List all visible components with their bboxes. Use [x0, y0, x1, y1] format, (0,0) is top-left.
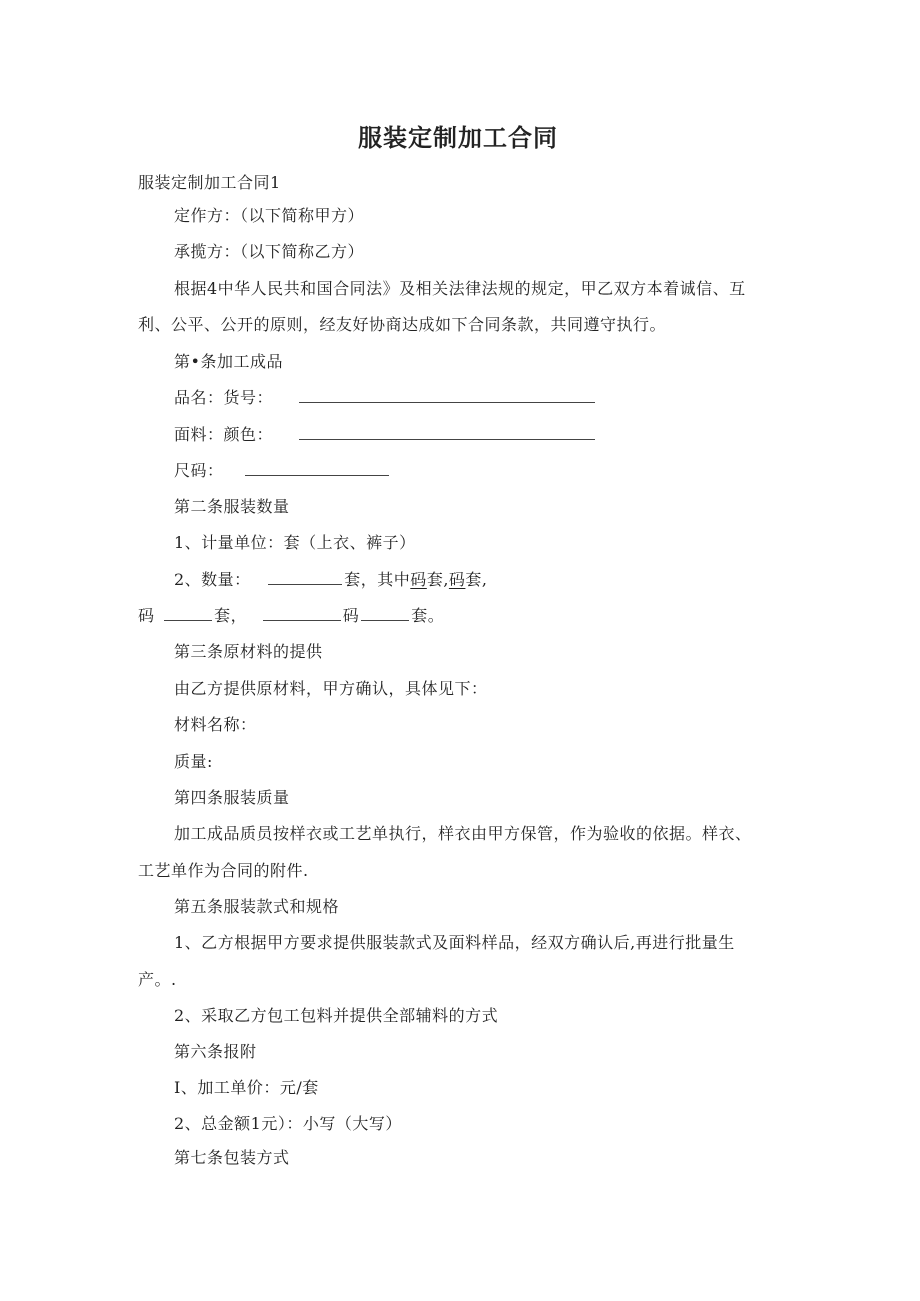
article-3-heading: 第三条原材料的提供 [174, 642, 323, 661]
unit-line: 1、计量单位：套（上衣、裤子） [174, 533, 416, 552]
quality-line-1: 加工成品质员按样衣或工艺单执行，样衣由甲方保管，作为验收的依据。样衣、 [174, 824, 752, 843]
document-subtitle: 服装定制加工合同1 [138, 173, 281, 192]
quantity-label: 2、数量： [174, 570, 251, 589]
quantity-set-text: 套，其中 [344, 570, 411, 589]
article-5-heading: 第五条服装款式和规格 [174, 897, 340, 916]
total-amount-line: 2、总金额1元）：小写（大写） [174, 1114, 402, 1133]
article-1-heading: 第•条加工成品 [174, 352, 283, 371]
quantity-row-2 [138, 605, 444, 627]
size-blank [245, 460, 389, 476]
quantity-set-text-3: 套, [465, 570, 488, 589]
product-name-label: 品名：货号： [174, 388, 274, 407]
article-2-heading: 第二条服装数量 [174, 497, 290, 516]
fabric-color-blank [299, 424, 595, 440]
size-label: 尺码： [174, 461, 224, 480]
material-name-line: 材料名称： [174, 715, 257, 734]
fabric-color-row [174, 424, 597, 446]
quantity-set-text-2: 套, [426, 570, 449, 589]
article-6-heading: 第六条报附 [174, 1042, 257, 1061]
quantity2-blank-2 [263, 605, 341, 621]
article-7-heading: 第七条包装方式 [174, 1148, 290, 1167]
party-b-line: 承揽方：（以下简称乙方） [174, 242, 365, 261]
article-4-heading: 第四条服装质量 [174, 788, 290, 807]
material-supply-line: 由乙方提供原材料，甲方确认，具体见下： [174, 679, 488, 698]
quantity2-set-2: 套。 [411, 606, 445, 625]
product-name-row [174, 387, 597, 409]
quantity2-code: 码 [138, 606, 155, 625]
quantity-code-1: 码 [410, 570, 427, 589]
page-title: 服装定制加工合同 [358, 124, 558, 152]
party-a-line: 定作方：（以下简称甲方） [174, 206, 365, 225]
product-name-blank [299, 387, 595, 403]
quantity2-code-2: 码 [342, 606, 360, 625]
quantity-code-2: 码 [448, 570, 466, 589]
quantity-row [174, 569, 488, 591]
quantity2-blank-1 [164, 605, 212, 621]
quality-line-2: 工艺单作为合同的附件. [138, 861, 309, 880]
style-item-1-line-2: 产。. [138, 970, 177, 989]
unit-price-line: I、加工单价：元/套 [174, 1078, 319, 1097]
fabric-color-label: 面料：颜色： [174, 425, 274, 444]
size-row [174, 460, 391, 482]
material-quality-line: 质量: [174, 752, 213, 771]
style-item-2: 2、采取乙方包工包料并提供全部辅料的方式 [174, 1006, 499, 1025]
quantity2-blank-3 [361, 605, 409, 621]
preamble-line-2: 利、公平、公开的原则，经友好协商达成如下合同条款，共同遵守执行。 [138, 315, 667, 334]
quantity2-set: 套， [214, 606, 248, 625]
quantity-blank [268, 569, 342, 585]
style-item-1-line-1: 1、乙方根据甲方要求提供服装款式及面料样品，经双方确认后,再进行批量生 [174, 933, 735, 952]
preamble-line-1: 根据4中华人民共和国合同法》及相关法律法规的规定，甲乙双方本着诚信、互 [174, 279, 746, 298]
